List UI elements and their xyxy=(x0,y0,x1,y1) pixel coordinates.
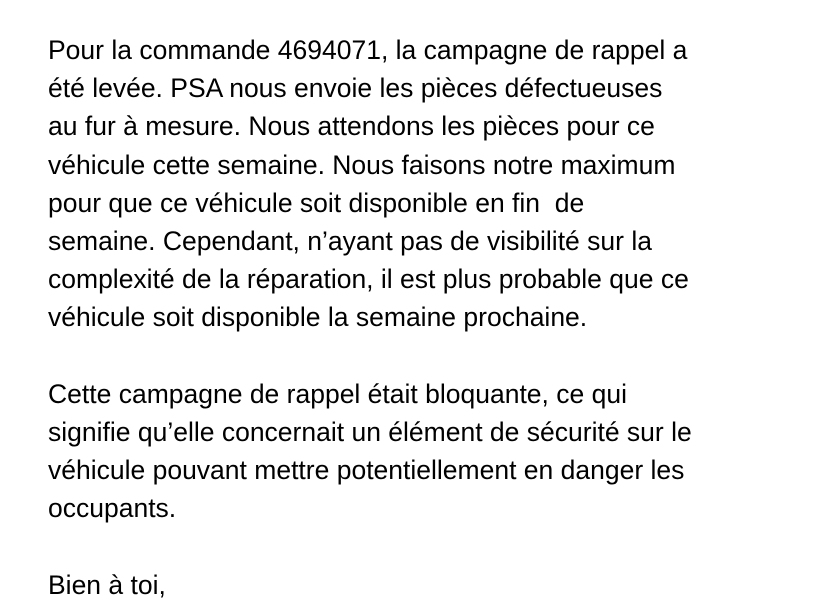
text-line: véhicule pouvant mettre potentiellement en danger les xyxy=(48,455,685,486)
text-line: au fur à mesure. Nous attendons les pièces pour ce xyxy=(48,111,655,142)
text-line: Pour la commande 4694071, la campagne de rappel a xyxy=(48,35,688,65)
paragraph-1 xyxy=(48,31,818,337)
text-line: été levée. PSA nous envoie les pièces défectueuses xyxy=(48,73,663,104)
paragraph-spacer xyxy=(48,527,818,565)
text-line: semaine. Cependant, n’ayant pas de visibilité sur la xyxy=(48,225,652,256)
text-line: Cette campagne de rappel était bloquante, ce qui xyxy=(48,378,627,409)
closing-line: Bien à toi, xyxy=(48,569,166,600)
paragraph-2 xyxy=(48,375,818,528)
paragraph-spacer xyxy=(48,337,818,375)
text-line: véhicule soit disponible la semaine prochaine. xyxy=(48,302,588,333)
text-line: pour que ce véhicule soit disponible en fin de xyxy=(48,187,585,218)
text-line: occupants. xyxy=(48,493,177,524)
message-body xyxy=(48,31,818,604)
text-line: véhicule cette semaine. Nous faisons notre maximum xyxy=(48,149,676,180)
text-line: complexité de la réparation, il est plus probable que ce xyxy=(48,264,689,295)
text-line: signifie qu’elle concernait un élément de sécurité sur le xyxy=(48,416,692,447)
